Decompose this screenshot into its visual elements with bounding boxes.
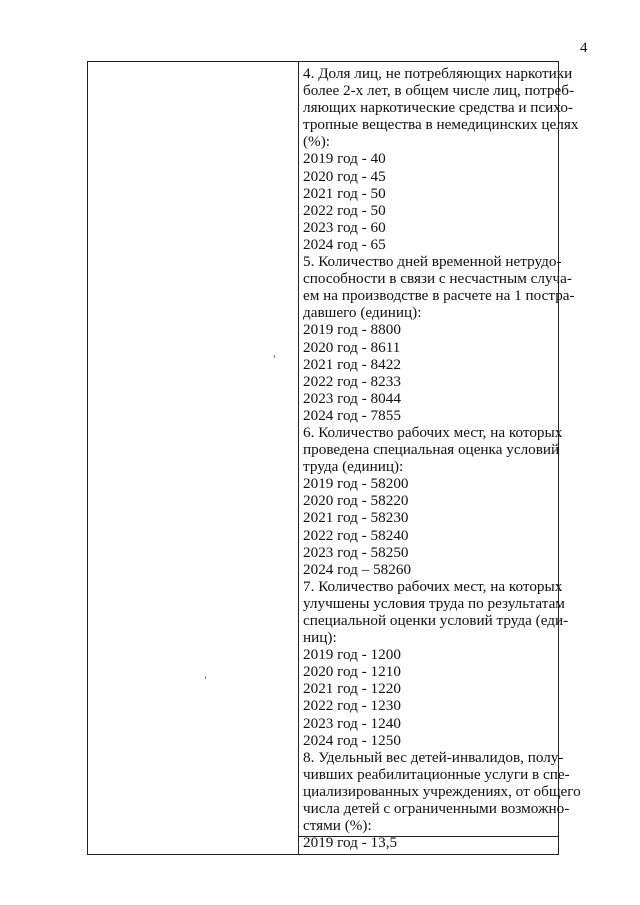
- text-line: 2023 год - 58250: [303, 543, 409, 561]
- text-line: 2020 год - 8611: [303, 338, 401, 356]
- text-line: труда (единиц):: [303, 458, 404, 476]
- text-line: 4. Доля лиц, не потребляющих наркотики: [303, 65, 573, 82]
- text-line: 2019 год - 40: [303, 150, 386, 168]
- text-line: проведена специальная оценка условий: [303, 441, 560, 459]
- text-line: ем на производстве в расчете на 1 постра-: [303, 287, 575, 305]
- text-line: 2020 год - 45: [303, 167, 386, 185]
- text-line: 2023 год - 1240: [303, 714, 401, 732]
- text-line: 2022 год - 50: [303, 201, 386, 219]
- text-line: ляющих наркотические средства и психо-: [303, 99, 573, 117]
- text-line: 2022 год - 8233: [303, 372, 401, 390]
- text-line: (%):: [303, 133, 330, 151]
- text-line: ниц):: [303, 629, 337, 647]
- page-number: 4: [580, 40, 588, 56]
- text-line: 2023 год - 8044: [303, 389, 401, 407]
- text-line: 8. Удельный вес детей-инвалидов, полу-: [303, 748, 564, 766]
- scan-speck: [205, 676, 206, 679]
- text-line: 6. Количество рабочих мест, на которых: [303, 423, 563, 441]
- text-line: чивших реабилитационные услуги в спе-: [303, 765, 570, 783]
- column-divider: [298, 62, 299, 854]
- text-line: 2019 год - 58200: [303, 475, 409, 493]
- text-line: циализированных учреждениях, от общего: [303, 782, 581, 800]
- text-line: стями (%):: [303, 817, 372, 835]
- indicators-cell: [303, 65, 581, 852]
- text-line: 2019 год - 8800: [303, 321, 401, 339]
- text-line: 2021 год - 50: [303, 184, 386, 202]
- text-line: более 2-х лет, в общем числе лиц, потреб-: [303, 82, 575, 100]
- text-line: 2021 год - 8422: [303, 355, 401, 373]
- text-line: 2019 год - 1200: [303, 646, 401, 664]
- text-line: 2022 год - 58240: [303, 526, 409, 544]
- text-line: 2021 год - 1220: [303, 680, 401, 698]
- text-line: 2021 год - 58230: [303, 509, 409, 527]
- text-line: 5. Количество дней временной нетрудо-: [303, 253, 562, 271]
- text-line: 2020 год - 58220: [303, 492, 409, 510]
- text-line: тропные вещества в немедицинских целях: [303, 116, 579, 134]
- text-line: 2022 год - 1230: [303, 697, 401, 715]
- text-line: 2020 год - 1210: [303, 663, 401, 681]
- text-line: способности в связи с несчастным случа-: [303, 270, 572, 288]
- text-line: 7. Количество рабочих мест, на которых: [303, 577, 563, 595]
- text-line: 2024 год - 65: [303, 235, 386, 253]
- text-line: специальной оценки условий труда (еди-: [303, 612, 569, 629]
- text-line: 2023 год - 60: [303, 218, 386, 236]
- text-line: числа детей с ограниченными возможно-: [303, 800, 570, 818]
- document-table: [87, 61, 581, 855]
- text-line: 2024 год - 1250: [303, 731, 401, 749]
- text-line: давшего (единиц):: [303, 304, 422, 322]
- scan-speck: [274, 355, 275, 358]
- text-line: 2024 год – 58260: [303, 560, 412, 578]
- text-line: 2024 год - 7855: [303, 406, 401, 424]
- text-line: улучшены условия труда по результатам: [303, 594, 565, 612]
- text-line: 2019 год - 13,5: [303, 834, 398, 852]
